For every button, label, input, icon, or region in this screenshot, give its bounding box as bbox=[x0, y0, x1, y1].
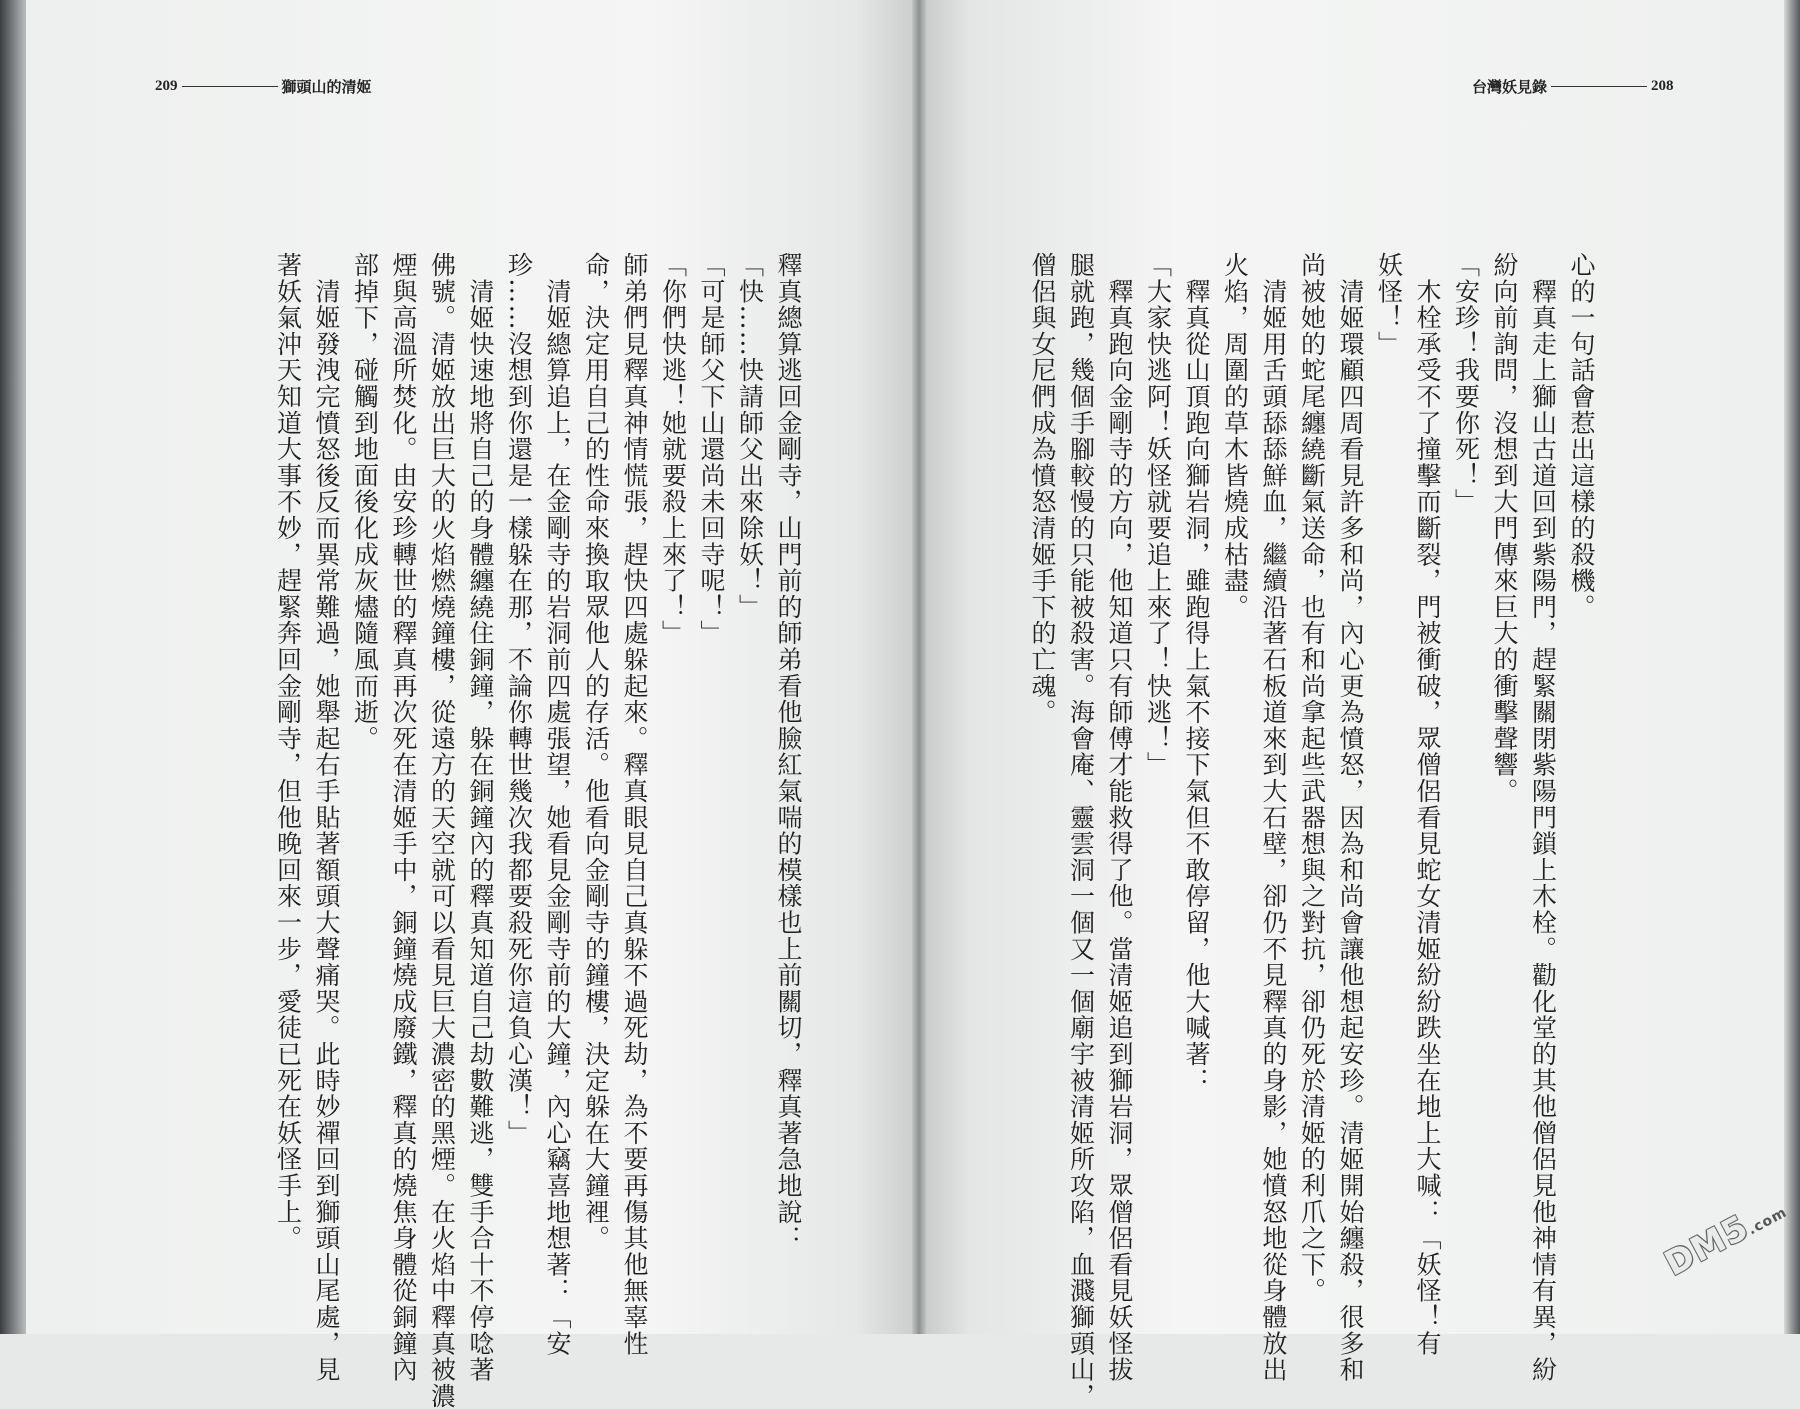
text-column: 清姬發洩完憤怒後反而異常難過，她舉起右手貼著額頭大聲痛哭。此時妙禪回到獅頭山尾處，見 bbox=[312, 252, 341, 1383]
text-column: 木栓承受不了撞擊而斷裂，門被衝破，眾僧侶看見蛇女清姬紛紛跌坐在地上大喊：「妖怪！有 bbox=[1413, 252, 1442, 1357]
book-title: 台灣妖見錄 bbox=[1472, 77, 1548, 96]
scan-edge-right bbox=[1784, 0, 1800, 1334]
right-running-head bbox=[1472, 74, 1674, 98]
text-column: 心的一句話會惹出這樣的殺機。 bbox=[1567, 252, 1596, 621]
text-column: 煙與高溫所焚化。由安珍轉世的釋真再次死在清姬手中，銅鐘燒成廢鐵，釋真的燒焦身體從銅鐘內 bbox=[389, 252, 418, 1383]
text-column: 「你們快逃！她就要殺上來了！」 bbox=[658, 252, 688, 647]
text-column: 僧侶與女尼們成為憤怒清姬手下的亡魂。 bbox=[1028, 252, 1057, 726]
text-column: 珍……沒想到你還是一樣躲在那，不論你轉世幾次我都要殺死你這負心漢！」 bbox=[504, 252, 534, 1147]
text-column: 釋真從山頂跑向獅岩洞，雖跑得上氣不接下氣但不敢停留，他大喊著： bbox=[1182, 252, 1211, 1094]
text-column: 尚被她的蛇尾纏繞斷氣送命，也有和尚拿起些武器想與之對抗，卻仍死於清姬的利爪之下。 bbox=[1297, 252, 1327, 1304]
text-column: 「快……快請師父出來除妖！」 bbox=[735, 252, 765, 621]
text-column: 「大家快逃阿！妖怪就要追上來了！快逃！」 bbox=[1143, 252, 1173, 778]
text-column: 釋真走上獅山古道回到紫陽門，趕緊關閉紫陽門鎖上木栓。勸化堂的其他僧侶見他神情有異，紛 bbox=[1528, 252, 1558, 1383]
text-column: 清姬快速地將自己的身體纏繞住銅鐘，躲在銅鐘內的釋真知道自己劫數難逃，雙手合十不停唸著 bbox=[466, 252, 495, 1383]
text-column: 命，決定用自己的性命來換取眾他人的存活。他看向金剛寺的鐘樓，決定躲在大鐘裡。 bbox=[581, 252, 611, 1252]
text-column: 清姬用舌頭舔舔鮮血，繼續沿著石板道來到大石壁，卻仍不見釋真的身影，她憤怒地從身體放出 bbox=[1259, 252, 1288, 1383]
text-column: 釋真總算逃回金剛寺，山門前的師弟看他臉紅氣喘的模樣也上前關切，釋真著急地說： bbox=[774, 252, 803, 1252]
right-page-body-text bbox=[1023, 252, 1601, 1409]
text-column: 釋真跑向金剛寺的方向，他知道只有師傅才能救得了他。當清姬追到獅岩洞，眾僧侶看見妖怪拔 bbox=[1105, 252, 1134, 1383]
left-page-number: 209 bbox=[155, 77, 178, 94]
watermark-text: DM5 bbox=[1658, 1207, 1756, 1285]
text-column: 「安珍！我要你死！」 bbox=[1451, 252, 1481, 515]
text-column: 部掉下，碰觸到地面後化成灰燼隨風而逝。 bbox=[350, 252, 380, 752]
book-spine bbox=[912, 0, 926, 1334]
chapter-title: 獅頭山的清姬 bbox=[281, 77, 372, 96]
text-column: 妖怪！」 bbox=[1374, 252, 1404, 358]
running-head-rule bbox=[1551, 86, 1647, 87]
right-page-number: 208 bbox=[1651, 77, 1674, 94]
text-column: 腿就跑，幾個手腳較慢的只能被殺害。海會庵、靈雲洞一個又一個廟宇被清姬所攻陷，血濺獅頭山， bbox=[1066, 252, 1096, 1409]
text-column: 「可是師父下山還尚未回寺呢！」 bbox=[697, 252, 726, 647]
text-column: 紛向前詢問，沒想到大門傳來巨大的衝擊聲響。 bbox=[1490, 252, 1519, 805]
scan-edge-left bbox=[0, 0, 26, 1334]
left-running-head bbox=[155, 74, 372, 98]
text-column: 佛號。清姬放出巨大的火焰燃燒鐘樓，從遠方的天空就可以看見巨大濃密的黑煙。在火焰中釋真被濃 bbox=[427, 252, 457, 1409]
text-column: 清姬環顧四周看見許多和尚，內心更為憤怒，因為和尚會讓他想起安珍。清姬開始纏殺，很多和 bbox=[1336, 252, 1365, 1383]
text-column: 清姬總算追上，在金剛寺的岩洞前四處張望，她看見金剛寺前的大鐘，內心竊喜地想著：「安 bbox=[543, 252, 572, 1357]
running-head-rule bbox=[182, 86, 278, 87]
watermark-suffix: .com bbox=[1745, 1204, 1790, 1239]
text-column: 著妖氣沖天知道大事不妙，趕緊奔回金剛寺，但他晚回來一步，愛徒已死在妖怪手上。 bbox=[273, 252, 303, 1252]
left-page-body-text bbox=[268, 252, 807, 1409]
text-column: 火焰，周圍的草木皆燒成枯盡。 bbox=[1220, 252, 1250, 621]
text-column: 師弟們見釋真神情慌張，趕快四處躲起來。釋真眼見自己真躲不過死劫，為不要再傷其他無辜性 bbox=[620, 252, 649, 1357]
